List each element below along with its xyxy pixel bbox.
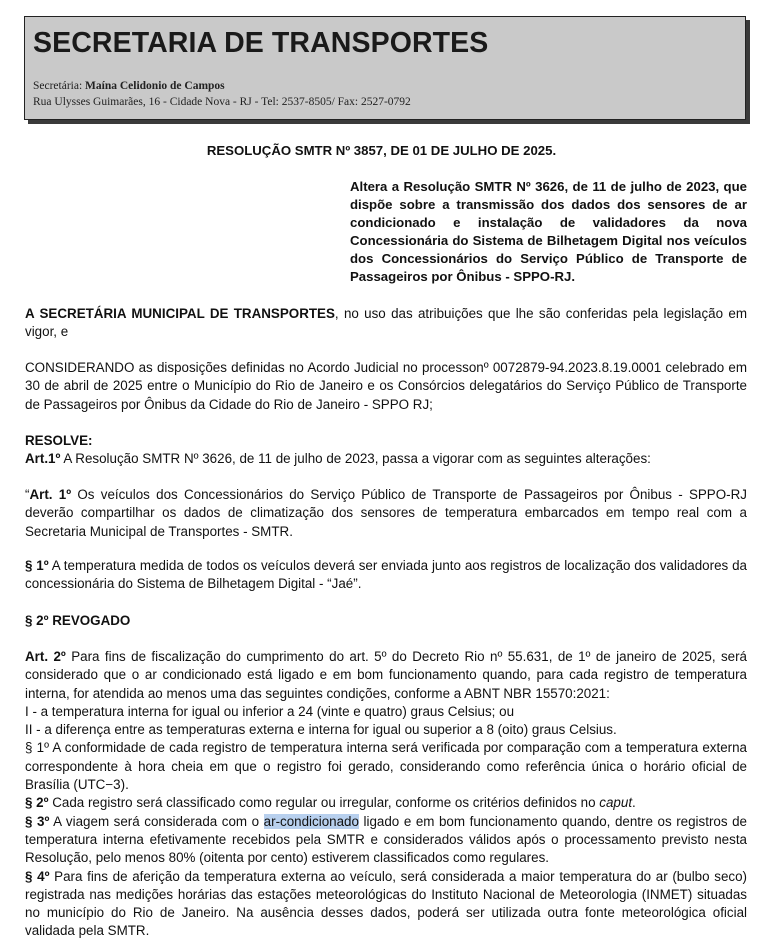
header-address: Rua Ulysses Guimarães, 16 - Cidade Nova - RJ - Tel: 2537-8505/ Fax: 2527-0792 — [33, 96, 411, 108]
selected-text-highlight[interactable]: ar-condicionado — [263, 813, 359, 829]
secretary-label: Secretária: — [33, 80, 86, 92]
paragraph1-label: § 1º — [25, 558, 49, 573]
art2-paragraph3: § 3º A viagem será considerada com o ar-condicionado ligado e em bom funcionamento quando, dentre os registros de temperatura interna efetivamente recebidos pela SMTR e considerados válidos após o processamento previsto nesta Resolução, pelo menos 80% (oitenta por cento) estiverem classificados como regulares. — [25, 813, 747, 866]
art2-paragraph2: § 2º Cada registro será classificado como regular ou irregular, conforme os critérios definidos no caput. — [25, 795, 636, 811]
art2-item-i: I - a temperatura interna for igual ou inferior a 24 (vinte e quatro) graus Celsius; ou — [25, 703, 515, 719]
quoted-art1-text: Os veículos dos Concessionários do Serviço Público de Transporte de Passageiros por Ônibus - SPPO-RJ deverão compartilhar os dados de climatização dos sensores de temperatura embarcados em tempo real com a Secretaria Municipal de Transportes - SMTR. — [25, 487, 747, 539]
preamble — [25, 305, 747, 342]
quoted-art1-label: Art. 1º — [29, 487, 72, 502]
resolve-label: RESOLVE: — [25, 433, 93, 448]
considerando: CONSIDERANDO as disposições definidas no Acordo Judicial no processonº 0072879-94.2023.8.19.0001 celebrado em 30 de abril de 2025 entre o Município do Rio de Janeiro e os Consórcios delegatários do Serviço Público de Transporte de Passageiros por Ônibus da Cidade do Rio de Janeiro - SPPO RJ; — [25, 360, 747, 412]
art2-item-ii: II - a diferença entre as temperaturas externa e interna for igual ou superior a 8 (oito) graus Celsius. — [25, 722, 617, 738]
art2-label: Art. 2º — [25, 649, 66, 664]
art2-paragraph1: § 1º A conformidade de cada registro de temperatura interna será verificada por comparação com a temperatura externa correspondente à hora cheia em que o registro foi gerado, considerando como referência única o horário oficial de Brasília (UTC−3). — [25, 740, 747, 793]
art1-line — [25, 450, 747, 468]
header-title: SECRETARIA DE TRANSPORTES — [33, 27, 489, 59]
secretary-name: Maína Celidonio de Campos — [85, 80, 225, 92]
resolve-block — [25, 432, 747, 469]
resolution-title: RESOLUÇÃO SMTR Nº 3857, DE 01 DE JULHO DE 2025. — [206, 143, 557, 158]
art1-text: A Resolução SMTR Nº 3626, de 11 de julho de 2023, passa a vigorar com as seguintes alterações: — [60, 451, 651, 467]
art2-block — [25, 648, 747, 941]
quoted-art1: “Art. 1º Os veículos dos Concessionários do Serviço Público de Transporte de Passageiros por Ônibus - SPPO-RJ deverão compartilhar os dados de climatização dos sensores de temperatura embarcados em tempo real com a Secretaria Municipal de Transportes - SMTR. — [25, 487, 747, 539]
paragraph2-revoked: § 2º REVOGADO — [25, 613, 131, 628]
art2-paragraph4: § 4º Para fins de aferição da temperatura externa ao veículo, será considerada a maior temperatura do ar (bulbo seco) registrada nas medições horárias das estações meteorológicas do Instituto Nacional de Meteorologia (INMET) situadas no município do Rio de Janeiro. Na ausência desses dados, poderá ser utilizada outra fonte meteorológica oficial validada pela SMTR. — [25, 868, 747, 939]
paragraph1 — [25, 557, 747, 594]
header-box — [24, 16, 746, 120]
secretary-line — [33, 80, 225, 92]
paragraph1-text: A temperatura medida de todos os veículos deverá ser enviada junto aos registros de localização dos validadores da concessionária do Sistema de Bilhetagem Digital - “Jaé”. — [25, 558, 747, 592]
art2-intro: Art. 2º Para fins de fiscalização do cumprimento do art. 5º do Decreto Rio nº 55.631, de 1º de janeiro de 2025, será considerado que o ar condicionado está ligado e em bom funcionamento quando, para cada registro de temperatura interna, for atendida ao menos uma das seguintes condições, conforme a ABNT NBR 15570:2021: — [25, 649, 747, 701]
ementa: Altera a Resolução SMTR Nº 3626, de 11 de julho de 2023, que dispõe sobre a transmissão dos dados dos sensores de ar condicionado e instalação de validadores da nova Concessionária do Sistema de Bilhetagem Digital nos veículos dos Concessionários do Serviço Público de Transporte de Passageiros por Ônibus - SPPO-RJ. — [350, 179, 747, 284]
art1-label: Art.1º — [25, 451, 61, 467]
preamble-bold: A SECRETÁRIA MUNICIPAL DE TRANSPORTES — [25, 306, 335, 321]
preamble-text: , no uso das atribuições que lhe são conferidas pela legislação em vigor, e — [25, 306, 747, 340]
